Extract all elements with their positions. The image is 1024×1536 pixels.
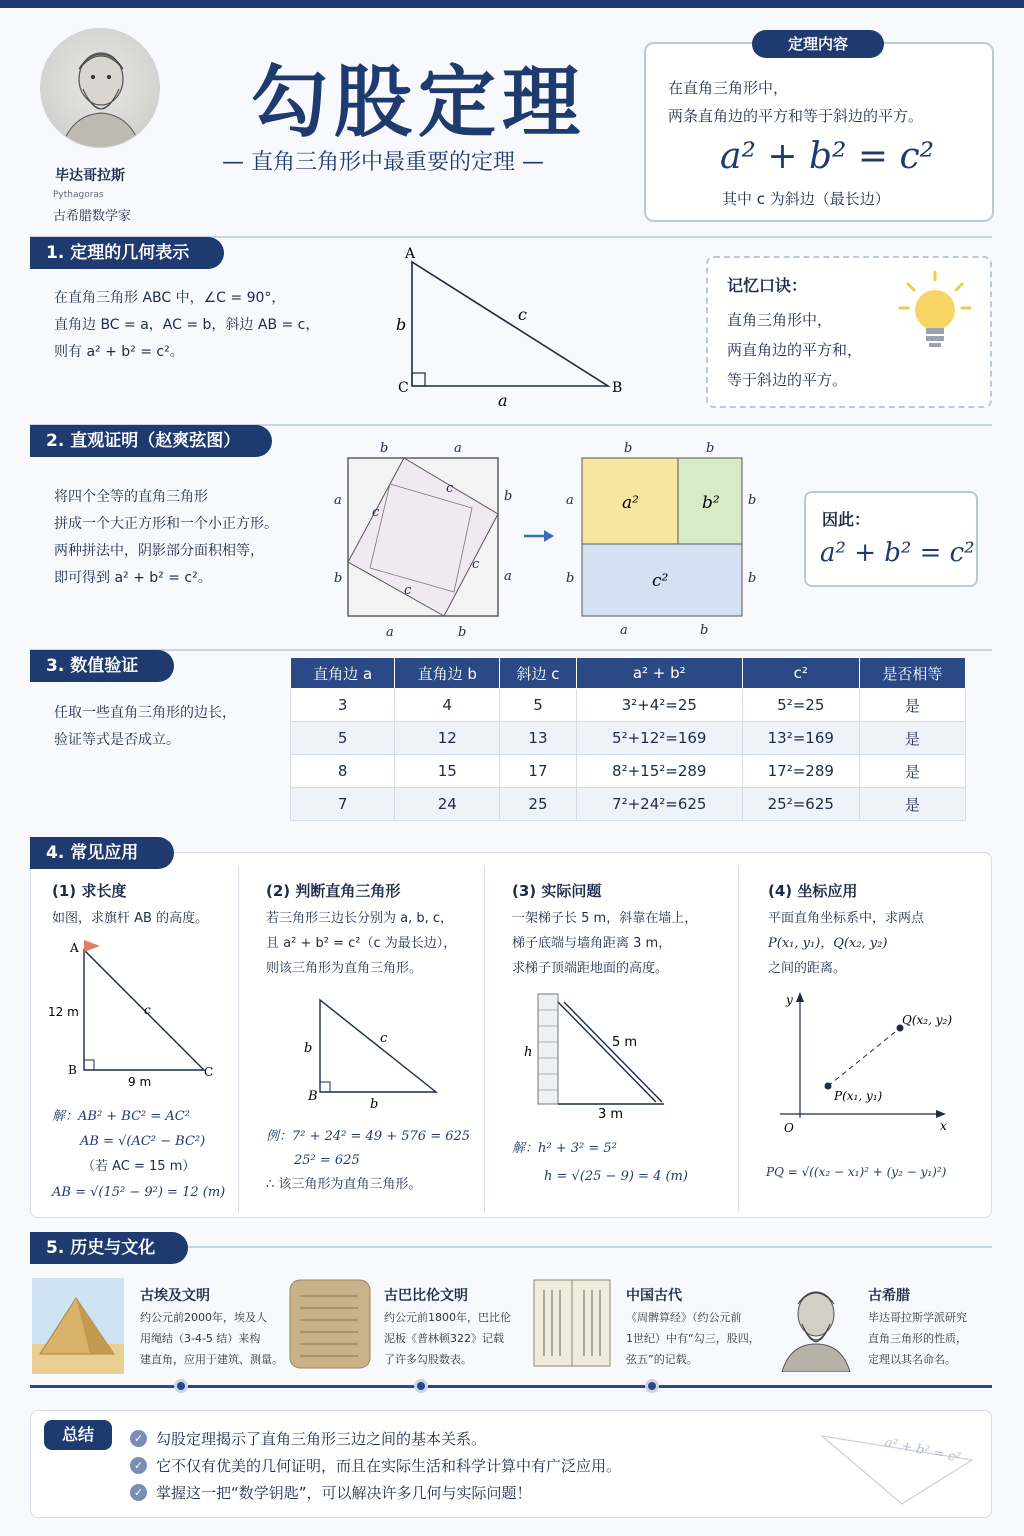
table-cell: 4 — [395, 689, 500, 722]
portrait-caption-role: 古希腊数学家 — [53, 209, 132, 224]
pyramid-image — [32, 1278, 124, 1374]
svg-text:a: a — [566, 493, 574, 508]
result-title: 因此： — [822, 510, 871, 529]
clay-tablet-image — [288, 1278, 372, 1370]
triangle-abc-diagram — [380, 240, 660, 416]
coordinate-diagram — [776, 990, 976, 1136]
section-1-text-2: 直角边 BC = a，AC = b，斜边 AB = c， — [54, 317, 320, 333]
ladder-diagram — [518, 990, 678, 1120]
table-cell: 7²+24²=625 — [576, 788, 742, 821]
svg-text:b: b — [334, 571, 343, 586]
svg-text:c: c — [472, 557, 480, 572]
app-3-desc-2: 梯子底端与墙角距离 3 m， — [512, 936, 672, 951]
check-icon: ✓ — [130, 1430, 147, 1447]
check-icon: ✓ — [130, 1484, 147, 1501]
svg-text:b: b — [458, 625, 467, 640]
result-formula: a² + b² = c² — [820, 538, 975, 568]
svg-text:b: b — [748, 493, 757, 508]
table-cell: 12 — [395, 722, 500, 755]
table-header: 是否相等 — [859, 658, 965, 689]
summary-item-2: 它不仅有优美的几何证明，而且在实际生活和科学计算中有广泛应用。 — [156, 1457, 622, 1475]
app-2-example-2: 25² = 625 — [294, 1153, 360, 1168]
app-4-desc-1: 平面直角坐标系中，求两点 — [768, 911, 925, 926]
table-cell: 是 — [859, 689, 965, 722]
app-4-desc-2: P(x₁, y₁)，Q(x₂, y₂) — [768, 936, 888, 951]
svg-text:a: a — [504, 569, 512, 584]
table-cell: 8 — [291, 755, 395, 788]
side-a-label: a — [498, 391, 508, 410]
table-cell: 5 — [500, 689, 577, 722]
table-header: c² — [742, 658, 859, 689]
history-1-title: 古埃及文明 — [140, 1288, 210, 1304]
theorem-note: 其中 c 为斜边（最长边） — [722, 190, 890, 208]
app-4-title: (4) 坐标应用 — [768, 882, 858, 900]
app-2-desc-1: 若三角形三边长分别为 a, b, c， — [266, 911, 454, 926]
table-cell: 5 — [291, 722, 395, 755]
section-3-text-1: 任取一些直角三角形的边长， — [54, 705, 236, 721]
svg-text:c: c — [144, 1003, 151, 1017]
page-title: 勾股定理 — [250, 57, 587, 148]
svg-text:a: a — [386, 625, 394, 640]
vertex-b-label: B — [612, 380, 623, 396]
section-3-divider — [30, 649, 992, 651]
decorative-formula: a² + b² = c² — [883, 1435, 962, 1466]
x-axis-label: x — [940, 1119, 947, 1133]
table-header: 斜边 c — [500, 658, 577, 689]
svg-text:c: c — [446, 481, 454, 496]
table-row — [291, 722, 966, 755]
svg-text:c: c — [372, 505, 380, 520]
table-header: 直角边 b — [395, 658, 500, 689]
app-1-solution-4: AB = √(15² − 9²) = 12 (m) — [52, 1185, 226, 1200]
decorative-triangle — [812, 1420, 982, 1510]
svg-text:B: B — [68, 1063, 77, 1077]
side-c-label: c — [518, 305, 527, 324]
memory-tip-1: 直角三角形中， — [727, 311, 833, 329]
table-cell: 25²=625 — [742, 788, 859, 821]
table-cell: 是 — [859, 788, 965, 821]
app-3-desc-1: 一架梯子长 5 m，斜靠在墙上， — [512, 911, 698, 926]
app-1-solution-2: AB = √(AC² − BC²) — [80, 1134, 206, 1149]
rearranged-squares-diagram — [560, 434, 770, 640]
app-2-desc-3: 则该三角形为直角三角形。 — [266, 961, 423, 976]
table-cell: 是 — [859, 755, 965, 788]
history-2-title: 古巴比伦文明 — [384, 1288, 468, 1304]
history-1-text-1: 约公元前2000年，埃及人 — [140, 1311, 267, 1324]
section-4-title: 4. 常见应用 — [30, 837, 174, 869]
memory-tip-2: 两直角边的平方和， — [727, 341, 863, 359]
vertex-c-label: C — [398, 380, 409, 396]
svg-text:b: b — [504, 489, 513, 504]
history-3-text-2: 1世纪）中有“勾三，股四， — [626, 1332, 760, 1345]
table-cell: 7 — [291, 788, 395, 821]
app-1-desc: 如图，求旗杆 AB 的高度。 — [52, 911, 209, 926]
app-3-solution-2: h = √(25 − 9) = 4 (m) — [544, 1169, 688, 1184]
svg-text:C: C — [204, 1065, 214, 1079]
section-3-title: 3. 数值验证 — [30, 650, 174, 682]
section-1-text-3: 则有 a² + b² = c²。 — [54, 344, 184, 360]
history-2-text-1: 约公元前1800年，巴比伦 — [384, 1311, 511, 1324]
table-cell: 25 — [500, 788, 577, 821]
y-axis-label: y — [786, 993, 793, 1007]
ladder-height-label: h — [524, 1045, 533, 1060]
history-3-text-3: 弦五”的记载。 — [626, 1353, 698, 1366]
flagpole-height-label: 12 m — [48, 1005, 79, 1019]
history-2-text-2: 泥板《普林顿322》记载 — [384, 1332, 504, 1345]
app-2-example-3: ∴ 该三角形为直角三角形。 — [266, 1177, 422, 1192]
portrait-caption: 毕达哥拉斯 — [55, 168, 125, 184]
timeline-dot — [645, 1379, 659, 1393]
history-3-title: 中国古代 — [626, 1288, 682, 1304]
svg-text:a: a — [454, 441, 462, 456]
svg-text:a: a — [334, 493, 342, 508]
origin-label: O — [784, 1121, 794, 1135]
table-cell: 15 — [395, 755, 500, 788]
history-2-text-3: 了许多勾股数表。 — [384, 1353, 472, 1366]
svg-text:B: B — [308, 1089, 318, 1104]
svg-text:b: b — [624, 441, 633, 456]
table-cell: 5²=25 — [742, 689, 859, 722]
history-4-text-3: 定理以其名命名。 — [868, 1353, 956, 1366]
arrow-right-icon — [522, 526, 556, 546]
zhao-shuang-chord-diagram — [330, 434, 520, 640]
square-c2-label: c² — [652, 571, 669, 591]
ancient-book-image — [532, 1278, 612, 1368]
summary-tag: 总结 — [44, 1420, 112, 1450]
history-4-text-2: 直角三角形的性质， — [868, 1332, 967, 1345]
point-q-label: Q(x₂, y₂) — [902, 1013, 952, 1027]
point-p-label: P(x₁, y₁) — [834, 1089, 883, 1103]
history-4-title: 古希腊 — [868, 1288, 910, 1304]
app-2-desc-2: 且 a² + b² = c²（c 为最长边）， — [266, 936, 457, 951]
timeline-dot — [174, 1379, 188, 1393]
app-2-example-1: 例：7² + 24² = 49 + 576 = 625 — [266, 1129, 471, 1144]
svg-text:c: c — [404, 583, 412, 598]
lightbulb-icon — [898, 268, 972, 352]
table-cell: 5²+12²=169 — [576, 722, 742, 755]
svg-text:b: b — [370, 1097, 379, 1110]
svg-text:A: A — [70, 941, 79, 955]
verification-table — [290, 657, 966, 821]
table-cell: 13 — [500, 722, 577, 755]
square-b2-label: b² — [702, 493, 720, 513]
history-4-text-1: 毕达哥拉斯学派研究 — [868, 1311, 967, 1324]
memory-tip-3: 等于斜边的平方。 — [727, 371, 848, 389]
app-2-title: (2) 判断直角三角形 — [266, 882, 401, 900]
theorem-formula: a² + b² = c² — [720, 136, 935, 177]
table-header: 直角边 a — [291, 658, 395, 689]
side-b-label: b — [396, 315, 407, 334]
summary-item-1: 勾股定理揭示了直角三角形三边之间的基本关系。 — [156, 1430, 487, 1448]
check-icon: ✓ — [130, 1457, 147, 1474]
svg-text:b: b — [748, 571, 757, 586]
svg-text:b: b — [304, 1041, 313, 1056]
section-1-text-1: 在直角三角形 ABC 中，∠C = 90°， — [54, 290, 286, 306]
table-cell: 是 — [859, 722, 965, 755]
app-divider — [484, 866, 485, 1212]
table-header-row — [291, 658, 966, 689]
section-5-title: 5. 历史与文化 — [30, 1232, 188, 1264]
table-header: a² + b² — [576, 658, 742, 689]
table-row — [291, 689, 966, 722]
theorem-line-2: 两条直角边的平方和等于斜边的平方。 — [668, 107, 924, 125]
section-3-text-2: 验证等式是否成立。 — [54, 732, 180, 748]
section-1-title: 1. 定理的几何表示 — [30, 237, 224, 269]
theorem-tag: 定理内容 — [752, 30, 884, 58]
app-1-solution-3: （若 AC = 15 m） — [82, 1159, 196, 1174]
table-cell: 13²=169 — [742, 722, 859, 755]
table-cell: 24 — [395, 788, 500, 821]
top-bar — [0, 0, 1024, 8]
history-3-text-1: 《周髀算经》（约公元前 — [626, 1311, 742, 1324]
app-1-title: (1) 求长度 — [52, 882, 127, 900]
pythagoras-portrait — [40, 28, 160, 148]
table-cell: 17²=289 — [742, 755, 859, 788]
app-1-solution-1: 解：AB² + BC² = AC² — [52, 1109, 190, 1124]
memory-tip-title: 记忆口诀： — [727, 276, 808, 295]
history-1-text-3: 建直角，应用于建筑、测量。 — [140, 1353, 283, 1366]
portrait-caption-latin: Pythagoras — [53, 190, 104, 200]
svg-text:b: b — [380, 441, 389, 456]
table-cell: 17 — [500, 755, 577, 788]
app-4-formula: PQ = √((x₂ − x₁)² + (y₂ − y₁)²) — [766, 1165, 947, 1179]
flagpole-diagram — [44, 936, 234, 1086]
app-divider — [738, 866, 739, 1212]
section-2-text-3: 两种拼法中，阴影部分面积相等， — [54, 543, 264, 559]
app-4-desc-3: 之间的距离。 — [768, 961, 847, 976]
summary-item-3: 掌握这一把“数学钥匙”，可以解决许多几何与实际问题！ — [156, 1484, 532, 1502]
table-cell: 3²+4²=25 — [576, 689, 742, 722]
section-2-text-1: 将四个全等的直角三角形 — [54, 489, 208, 505]
app-3-solution-1: 解：h² + 3² = 5² — [512, 1141, 617, 1156]
svg-text:c: c — [380, 1031, 388, 1046]
svg-text:b: b — [566, 571, 575, 586]
right-triangle-diagram — [300, 990, 450, 1110]
svg-text:a: a — [620, 623, 628, 638]
svg-text:b: b — [700, 623, 709, 638]
table-row — [291, 755, 966, 788]
app-divider — [238, 866, 239, 1212]
app-3-desc-3: 求梯子顶端距地面的高度。 — [512, 961, 669, 976]
ladder-base-label: 3 m — [598, 1107, 624, 1120]
table-cell: 8²+15²=289 — [576, 755, 742, 788]
pythagoras-bust-image — [774, 1278, 858, 1372]
section-2-text-2: 拼成一个大正方形和一个小正方形。 — [54, 516, 278, 532]
ladder-length-label: 5 m — [612, 1035, 638, 1050]
vertex-a-label: A — [405, 246, 416, 262]
history-1-text-2: 用绳结（3-4-5 结）来构 — [140, 1332, 261, 1345]
table-row — [291, 788, 966, 821]
theorem-line-1: 在直角三角形中， — [668, 79, 789, 97]
app-3-title: (3) 实际问题 — [512, 882, 602, 900]
svg-text:b: b — [706, 441, 715, 456]
section-2-title: 2. 直观证明（赵爽弦图） — [30, 425, 272, 457]
table-cell: 3 — [291, 689, 395, 722]
section-2-text-4: 即可得到 a² + b² = c²。 — [54, 570, 212, 586]
flagpole-base-label: 9 m — [128, 1075, 152, 1086]
square-a2-label: a² — [622, 493, 639, 513]
timeline-dot — [414, 1379, 428, 1393]
page-subtitle: — 直角三角形中最重要的定理 — — [222, 150, 544, 175]
